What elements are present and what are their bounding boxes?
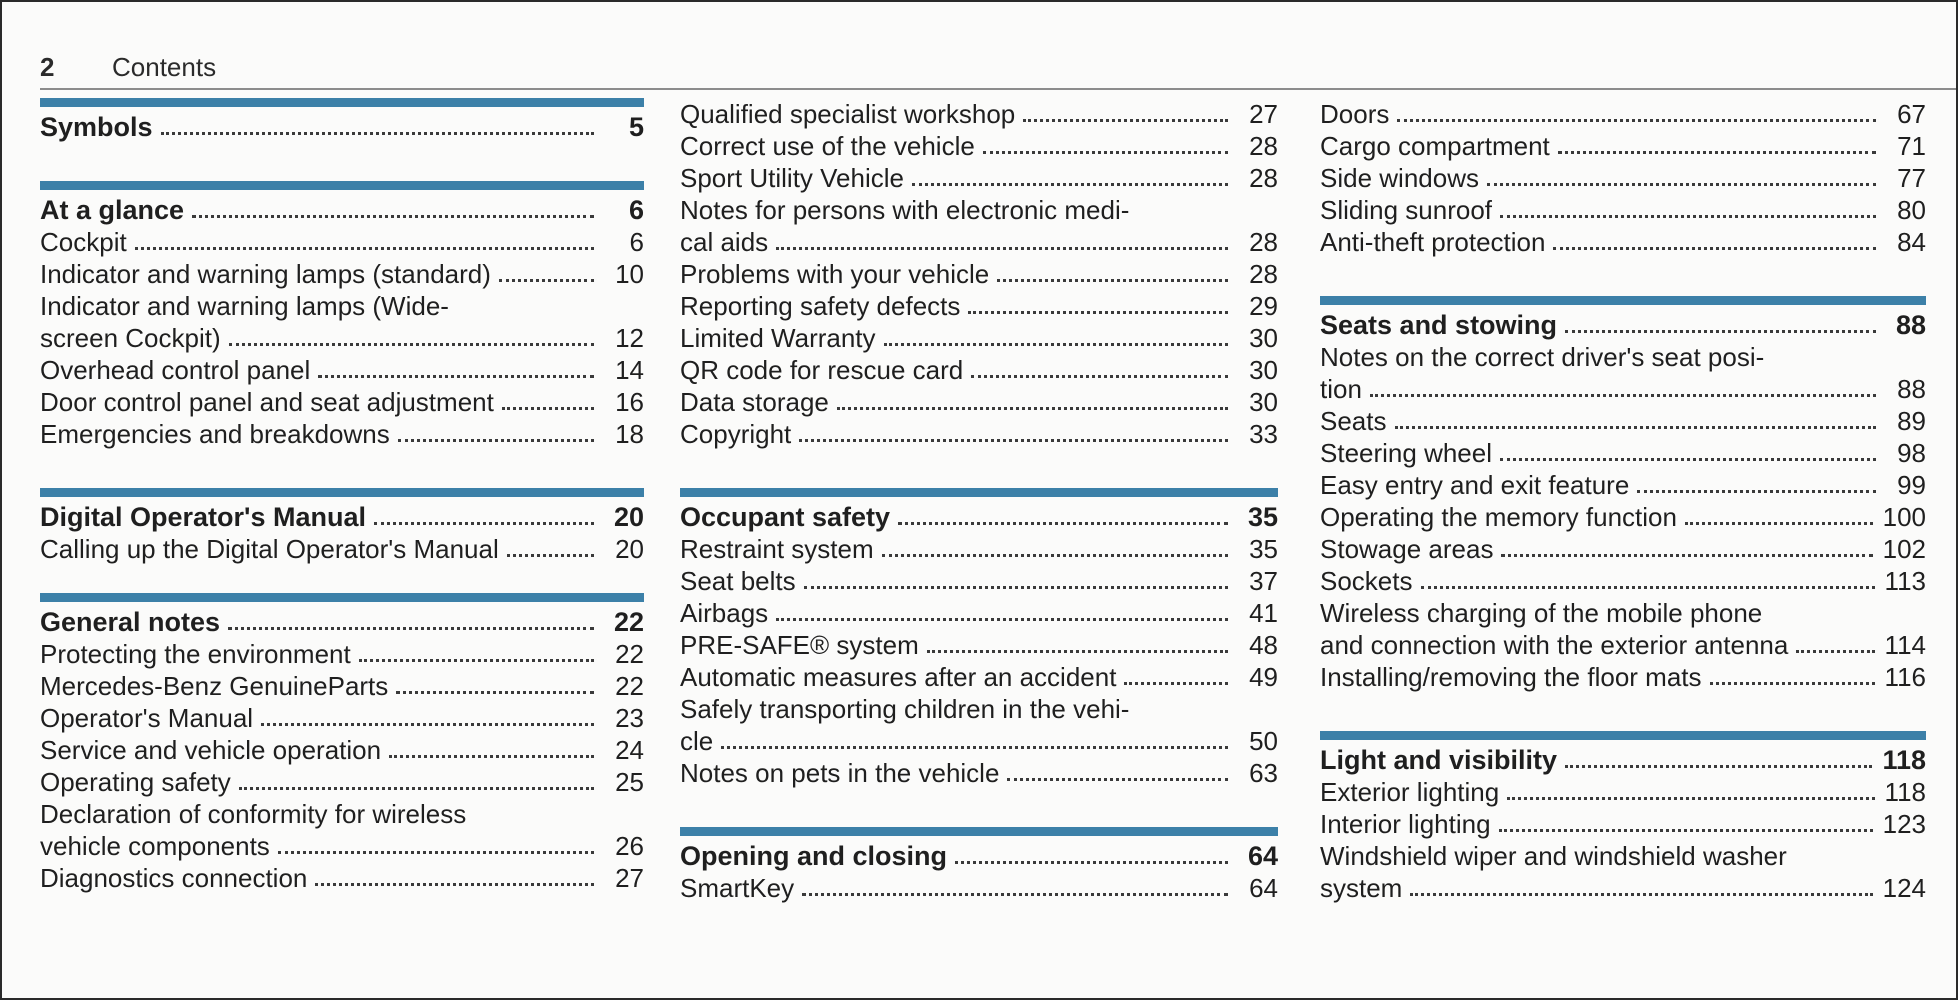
toc-entry-label: vehicle components [40, 831, 270, 861]
toc-entry[interactable] [1320, 226, 1926, 258]
toc-entry-label: SmartKey [680, 873, 795, 903]
dot-leader [1023, 119, 1228, 122]
toc-entry[interactable] [680, 290, 1278, 322]
dot-leader [721, 746, 1228, 749]
dot-leader [278, 851, 594, 854]
header-rule [40, 88, 1956, 90]
toc-entry-label: QR code for rescue card [680, 355, 964, 385]
dot-leader [1410, 893, 1872, 896]
toc-entry-page: 123 [1882, 809, 1926, 839]
dot-leader [927, 650, 1228, 653]
toc-entry[interactable] [40, 226, 644, 258]
dot-leader [192, 215, 594, 218]
toc-entry-page: 99 [1897, 470, 1926, 500]
toc-entry-page: 48 [1249, 630, 1278, 660]
toc-entry[interactable] [680, 226, 1278, 258]
toc-entry-label: Stowage areas [1320, 534, 1494, 564]
dot-leader [882, 554, 1228, 557]
section-divider [40, 488, 644, 497]
section-divider [680, 488, 1278, 497]
toc-entry-label: cle [680, 726, 714, 756]
toc-section-heading[interactable] [1320, 744, 1926, 776]
toc-section [40, 593, 644, 894]
toc-entry[interactable] [680, 872, 1278, 904]
toc-entry-label: Qualified specialist workshop [680, 99, 1016, 129]
dot-leader [161, 132, 594, 135]
toc-entry[interactable] [680, 418, 1278, 450]
toc-entry-page: 84 [1897, 227, 1926, 257]
toc-entry[interactable] [40, 766, 644, 798]
toc-entry-page: 118 [1884, 777, 1926, 807]
toc-entry-page: 22 [615, 639, 644, 669]
toc-entry-label: Installing/removing the floor mats [1320, 662, 1702, 692]
dot-leader [1500, 458, 1876, 461]
section-divider [1320, 731, 1926, 740]
toc-entry-label: system [1320, 873, 1403, 903]
toc-entry-page: 27 [615, 863, 644, 893]
toc-entry[interactable] [1320, 469, 1926, 501]
toc-entry-label: Steering wheel [1320, 438, 1492, 468]
toc-entry[interactable] [680, 98, 1278, 130]
toc-entry[interactable] [1320, 373, 1926, 405]
dot-leader [799, 439, 1228, 442]
toc-entry-label: Airbags [680, 598, 769, 628]
toc-entry-page: 64 [1249, 873, 1278, 903]
dot-leader [776, 618, 1228, 621]
toc-entry-page: 35 [1249, 534, 1278, 564]
page-number: 2 [40, 52, 55, 82]
toc-column-3 [1320, 98, 1926, 904]
toc-entry-label: Diagnostics connection [40, 863, 308, 893]
toc-entry[interactable] [1320, 437, 1926, 469]
toc-entry-label: Overhead control panel [40, 355, 311, 385]
toc-entry-line[interactable]: Notes for persons with electronic medi- [680, 195, 1130, 225]
toc-entry-label: cal aids [680, 227, 769, 257]
toc-entry-page: 77 [1897, 163, 1926, 193]
toc-entry-label: Operating the memory function [1320, 502, 1677, 532]
toc-entry-label: Sliding sunroof [1320, 195, 1492, 225]
toc-entry[interactable] [40, 862, 644, 894]
section-gap [1320, 693, 1926, 731]
toc-section-heading-label: Opening and closing [680, 841, 948, 871]
toc-entry-page: 28 [1249, 163, 1278, 193]
toc-entry[interactable] [1320, 194, 1926, 226]
toc-entry[interactable] [1320, 629, 1926, 661]
toc-entry[interactable] [680, 725, 1278, 757]
dot-leader [912, 183, 1228, 186]
toc-entry-label: Indicator and warning lamps (standard) [40, 259, 491, 289]
toc-entry-page: 50 [1249, 726, 1278, 756]
toc-entry-page: 88 [1897, 374, 1926, 404]
toc-entry[interactable] [40, 533, 644, 565]
toc-entry-page: 102 [1882, 534, 1926, 564]
toc-entry-label: and connection with the exterior antenna [1320, 630, 1789, 660]
toc-section-heading-label: General notes [40, 607, 221, 637]
toc-entry-label: Anti-theft protection [1320, 227, 1546, 257]
toc-entry-line[interactable]: Windshield wiper and windshield washer [1320, 841, 1787, 871]
dot-leader [955, 861, 1228, 864]
dot-leader [1397, 119, 1876, 122]
toc-entry[interactable] [680, 629, 1278, 661]
toc-entry-label: Problems with your vehicle [680, 259, 990, 289]
dot-leader [1124, 682, 1228, 685]
toc-entry-page: 29 [1249, 291, 1278, 321]
toc-section [40, 98, 644, 143]
toc-section-heading-page: 6 [628, 195, 644, 225]
toc-entry-page: 24 [615, 735, 644, 765]
toc-section-heading-page: 64 [1247, 841, 1278, 871]
toc-entry-label: screen Cockpit) [40, 323, 221, 353]
dot-leader [971, 375, 1228, 378]
toc-entry-label: Doors [1320, 99, 1390, 129]
toc-entry-label: PRE-SAFE® system [680, 630, 919, 660]
toc-entry-label: Emergencies and breakdowns [40, 419, 390, 449]
toc-section [40, 488, 644, 565]
toc-entry-page: 20 [615, 534, 644, 564]
dot-leader [389, 755, 594, 758]
toc-entry-page: 22 [615, 671, 644, 701]
section-gap [1320, 258, 1926, 296]
toc-entry-page: 33 [1249, 419, 1278, 449]
toc-column-2 [680, 98, 1278, 904]
toc-entry-page: 113 [1884, 566, 1926, 596]
toc-entry-page: 100 [1882, 502, 1926, 532]
dot-leader [802, 893, 1228, 896]
toc-entry-label: Seat belts [680, 566, 796, 596]
dot-leader [1395, 426, 1877, 429]
toc-entry[interactable] [40, 418, 644, 450]
dot-leader [1565, 330, 1876, 333]
toc-entry[interactable] [680, 258, 1278, 290]
toc-entry-label: Notes on pets in the vehicle [680, 758, 1000, 788]
toc-section-heading-label: Seats and stowing [1320, 310, 1558, 340]
toc-section-heading[interactable] [40, 111, 644, 143]
toc-entry[interactable] [680, 757, 1278, 789]
toc-section-heading-label: Occupant safety [680, 502, 891, 532]
toc-entry-label: Protecting the environment [40, 639, 351, 669]
dot-leader [135, 247, 594, 250]
toc-entry-page: 89 [1897, 406, 1926, 436]
toc-section-heading-label: Light and visibility [1320, 745, 1558, 775]
toc-entry[interactable] [1320, 405, 1926, 437]
toc-entry-label: Operator's Manual [40, 703, 254, 733]
toc-entry-page: 28 [1249, 227, 1278, 257]
toc-entry[interactable] [1320, 130, 1926, 162]
dot-leader [837, 407, 1228, 410]
toc-entry-page: 67 [1897, 99, 1926, 129]
toc-section-heading[interactable] [40, 501, 644, 533]
toc-entry-page: 30 [1249, 387, 1278, 417]
dot-leader [396, 691, 594, 694]
dot-leader [1007, 778, 1228, 781]
dot-leader [983, 151, 1228, 154]
dot-leader [997, 279, 1228, 282]
dot-leader [1501, 554, 1872, 557]
toc-entry[interactable] [40, 670, 644, 702]
toc-entry-label: Service and vehicle operation [40, 735, 382, 765]
toc-entry-page: 63 [1249, 758, 1278, 788]
toc-section-heading[interactable] [40, 194, 644, 226]
toc-section [1320, 731, 1926, 904]
toc-entry-page: 18 [615, 419, 644, 449]
dot-leader [318, 375, 594, 378]
toc-entry-label: Door control panel and seat adjustment [40, 387, 494, 417]
toc-entry-page: 41 [1249, 598, 1278, 628]
section-divider [40, 181, 644, 190]
toc-entry-label: Data storage [680, 387, 829, 417]
page-header [40, 52, 1958, 92]
toc-entry[interactable] [680, 130, 1278, 162]
dot-leader [1370, 394, 1876, 397]
toc-section-heading[interactable] [680, 501, 1278, 533]
toc-entry-label: Cockpit [40, 227, 127, 257]
toc-entry-label: Limited Warranty [680, 323, 876, 353]
toc-entry[interactable] [680, 354, 1278, 386]
toc-entry-label: Seats [1320, 406, 1387, 436]
toc-entry-page: 37 [1249, 566, 1278, 596]
toc-entry-label: Cargo compartment [1320, 131, 1550, 161]
dot-leader [507, 554, 594, 557]
toc-entry-label: Mercedes-Benz GenuineParts [40, 671, 389, 701]
toc-entry-line[interactable]: Indicator and warning lamps (Wide- [40, 291, 449, 321]
dot-leader [1685, 522, 1873, 525]
dot-leader [1507, 797, 1874, 800]
dot-leader [1796, 650, 1874, 653]
dot-leader [1553, 247, 1876, 250]
toc-entry[interactable] [1320, 776, 1926, 808]
dot-leader [1500, 215, 1876, 218]
toc-entry-page: 14 [615, 355, 644, 385]
toc-entry-label: Operating safety [40, 767, 231, 797]
toc-entry-label: Exterior lighting [1320, 777, 1500, 807]
toc-entry[interactable] [40, 386, 644, 418]
toc-entry-page: 124 [1882, 873, 1926, 903]
dot-leader [398, 439, 594, 442]
toc-entry-label: Sport Utility Vehicle [680, 163, 904, 193]
toc-entry-page: 49 [1249, 662, 1278, 692]
toc-entry[interactable] [1320, 661, 1926, 693]
toc-entry[interactable] [1320, 533, 1926, 565]
toc-entry-page: 116 [1884, 662, 1926, 692]
section-divider [1320, 296, 1926, 305]
dot-leader [228, 627, 594, 630]
dot-leader [239, 787, 594, 790]
dot-leader [968, 311, 1228, 314]
toc-section-heading-page: 20 [613, 502, 644, 532]
toc-entry[interactable] [680, 533, 1278, 565]
dot-leader [1558, 151, 1876, 154]
toc-entry-page: 27 [1249, 99, 1278, 129]
section-gap [40, 565, 644, 593]
toc-entry[interactable] [1320, 98, 1926, 130]
toc-section-heading-label: Symbols [40, 112, 153, 142]
toc-section-heading-label: At a glance [40, 195, 185, 225]
toc-entry[interactable] [1320, 162, 1926, 194]
toc-entry-line[interactable]: Declaration of conformity for wireless [40, 799, 467, 829]
toc-entry[interactable] [40, 734, 644, 766]
toc-entry-page: 28 [1249, 131, 1278, 161]
toc-entry-page: 80 [1897, 195, 1926, 225]
toc-entry-page: 98 [1897, 438, 1926, 468]
section-gap [40, 450, 644, 488]
section-divider [40, 98, 644, 107]
dot-leader [502, 407, 594, 410]
dot-leader [884, 343, 1228, 346]
toc-section-heading-page: 22 [613, 607, 644, 637]
dot-leader [315, 883, 594, 886]
toc-entry-label: Reporting safety defects [680, 291, 961, 321]
toc-entry-label: Copyright [680, 419, 792, 449]
toc-section-heading-page: 35 [1247, 502, 1278, 532]
toc-entry[interactable] [40, 702, 644, 734]
dot-leader [229, 343, 594, 346]
toc-entry-page: 10 [615, 259, 644, 289]
dot-leader [1499, 829, 1873, 832]
toc-entry[interactable] [680, 386, 1278, 418]
toc-entry-line[interactable]: Wireless charging of the mobile phone [1320, 598, 1763, 628]
toc-entry-label: tion [1320, 374, 1362, 404]
toc-entry-page: 26 [615, 831, 644, 861]
section-gap [680, 450, 1278, 488]
toc-section [680, 98, 1278, 450]
dot-leader [1637, 490, 1876, 493]
toc-section [680, 827, 1278, 904]
toc-entry-page: 71 [1897, 131, 1926, 161]
toc-entry[interactable] [680, 661, 1278, 693]
toc-section-heading[interactable] [40, 606, 644, 638]
toc-column-1 [40, 98, 644, 894]
toc-section [1320, 296, 1926, 693]
toc-entry-label: Interior lighting [1320, 809, 1491, 839]
section-divider [680, 827, 1278, 836]
dot-leader [374, 522, 594, 525]
dot-leader [776, 247, 1228, 250]
section-gap [680, 789, 1278, 827]
section-divider [40, 593, 644, 602]
toc-entry[interactable] [40, 638, 644, 670]
toc-entry[interactable] [40, 322, 644, 354]
toc-section-heading-page: 88 [1895, 310, 1926, 340]
toc-entry-label: Restraint system [680, 534, 874, 564]
toc-entry-label: Side windows [1320, 163, 1479, 193]
toc-entry[interactable] [680, 162, 1278, 194]
toc-entry-label: Easy entry and exit feature [1320, 470, 1630, 500]
toc-entry-page: 25 [615, 767, 644, 797]
toc-section-heading-label: Digital Operator's Manual [40, 502, 366, 532]
toc-entry[interactable] [680, 322, 1278, 354]
dot-leader [1565, 765, 1872, 768]
toc-section [40, 181, 644, 450]
toc-entry[interactable] [680, 565, 1278, 597]
dot-leader [898, 522, 1228, 525]
toc-entry-label: Automatic measures after an accident [680, 662, 1117, 692]
dot-leader [359, 659, 594, 662]
toc-entry-page: 23 [615, 703, 644, 733]
dot-leader [261, 723, 594, 726]
toc-entry-line[interactable]: Notes on the correct driver's seat posi- [1320, 342, 1765, 372]
toc-entry[interactable] [40, 830, 644, 862]
toc-section [680, 488, 1278, 789]
dot-leader [1487, 183, 1876, 186]
toc-entry-label: Calling up the Digital Operator's Manual [40, 534, 499, 564]
toc-entry[interactable] [1320, 565, 1926, 597]
toc-section-heading-page: 5 [628, 112, 644, 142]
toc-entry-page: 30 [1249, 355, 1278, 385]
toc-entry-page: 16 [615, 387, 644, 417]
toc-entry[interactable] [1320, 808, 1926, 840]
toc-section-heading[interactable] [680, 840, 1278, 872]
section-gap [40, 143, 644, 181]
toc-entry-page: 30 [1249, 323, 1278, 353]
toc-entry-page: 6 [629, 227, 644, 257]
toc-entry-page: 28 [1249, 259, 1278, 289]
dot-leader [1710, 682, 1875, 685]
toc-entry[interactable] [680, 597, 1278, 629]
toc-entry[interactable] [40, 354, 644, 386]
toc-entry-page: 114 [1884, 630, 1926, 660]
toc-entry-page: 12 [615, 323, 644, 353]
toc-section [1320, 98, 1926, 258]
dot-leader [1421, 586, 1875, 589]
dot-leader [499, 279, 594, 282]
page-title: Contents [112, 52, 217, 82]
toc-entry-label: Correct use of the vehicle [680, 131, 975, 161]
toc-entry-label: Sockets [1320, 566, 1413, 596]
toc-entry[interactable] [1320, 872, 1926, 904]
toc-entry[interactable] [1320, 501, 1926, 533]
toc-section-heading-page: 118 [1882, 745, 1926, 775]
toc-section-heading[interactable] [1320, 309, 1926, 341]
toc-entry-line[interactable]: Safely transporting children in the vehi- [680, 694, 1130, 724]
dot-leader [804, 586, 1228, 589]
toc-entry[interactable] [40, 258, 644, 290]
